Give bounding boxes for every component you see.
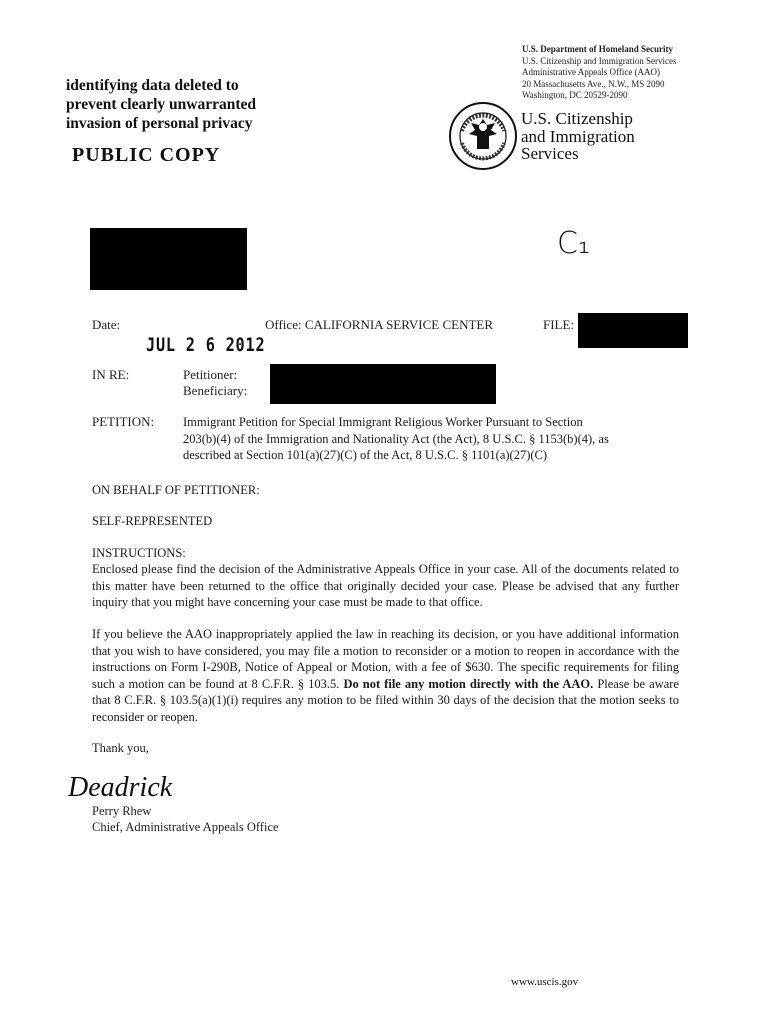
petition-line: described at Section 101(a)(27)(C) of the Act, 8 U.S.C. § 1101(a)(27)(C) [183, 448, 548, 462]
privacy-line: prevent clearly unwarranted [66, 96, 256, 113]
agency-line: Washington, DC 20529-2090 [522, 90, 628, 100]
instructions-paragraph-1: Enclosed please find the decision of the Administrative Appeals Office in your case. All of the documents related to this matter have been returned to the office that originally decided your case. Please be advised that any further inquiry that you might have concerning your case must be made to that office. [92, 562, 679, 609]
public-copy-label: PUBLIC COPY [72, 144, 221, 166]
agency-address [522, 44, 676, 102]
privacy-notice [66, 76, 256, 133]
handwritten-mark: C₁ [557, 226, 590, 261]
date-label: Date: [92, 317, 121, 332]
agency-name [521, 110, 635, 163]
agency-line: U.S. Citizenship and Immigration Services [522, 55, 677, 66]
office-label: Office: CALIFORNIA SERVICE CENTER [265, 317, 494, 332]
agency-name-line: Services [521, 144, 579, 163]
file-label: FILE: [543, 317, 575, 332]
agency-name-line: U.S. Citizenship [521, 109, 633, 128]
paragraph-2-text-b: Please be aware that 8 C.F.R. § 103.5(a)(1)(i) requires any motion to be filed within 30 days of the decision that the motion seeks to reconsider or reopen. [92, 676, 679, 724]
redaction-box [90, 228, 247, 290]
petition-line: 203(b)(4) of the Immigration and Nationality Act (the Act), 8 U.S.C. § 1153(b)(4), as [183, 431, 609, 446]
instructions-paragraph-2 [92, 626, 679, 725]
signer-name: Perry Rhew [92, 804, 152, 818]
instructions-heading: INSTRUCTIONS: [92, 546, 186, 560]
petition-line: Immigrant Petition for Special Immigrant Religious Worker Pursuant to Section [183, 415, 583, 429]
agency-name-line: and Immigration [521, 126, 635, 146]
on-behalf-heading: ON BEHALF OF PETITIONER: [92, 483, 260, 497]
petitioner-label: Petitioner: [183, 367, 238, 382]
paragraph-2-text-a: If you believe the AAO inappropriately applied the law in reaching its decision, or you have additional information that you wish to have considered, you may file a motion to reconsider or a motion to reopen in accordance with the instructions on Form I-290B, Notice of Appeal or Motion, with a fee of $630. The specific requirements for filing such a motion can be found at 8 C.F.R. § 103.5. [92, 627, 679, 691]
agency-line: U.S. Department of Homeland Security [522, 44, 673, 54]
paragraph-2-bold: Do not file any motion directly with the AAO. [343, 676, 594, 691]
signature: Deadrick [68, 772, 173, 803]
in-re-label: IN RE: [92, 367, 130, 382]
footer-url: www.uscis.gov [511, 976, 579, 988]
agency-line: 20 Massachusetts Ave., N.W., MS 2090 [522, 78, 665, 89]
signer-title: Chief, Administrative Appeals Office [92, 820, 279, 834]
beneficiary-label: Beneficiary: [183, 383, 248, 398]
redaction-box [270, 364, 496, 404]
agency-line: Administrative Appeals Office (AAO) [522, 67, 661, 77]
thank-you-text: Thank you, [92, 741, 149, 755]
privacy-line: invasion of personal privacy [66, 115, 253, 132]
petition-description [183, 414, 679, 464]
privacy-line: identifying data deleted to [66, 77, 239, 94]
date-stamp: JUL 2 6 2012 [146, 334, 266, 356]
petition-label: PETITION: [92, 414, 155, 429]
dhs-seal-icon [448, 101, 518, 171]
self-represented-text: SELF-REPRESENTED [92, 514, 213, 528]
redaction-box [578, 313, 688, 348]
